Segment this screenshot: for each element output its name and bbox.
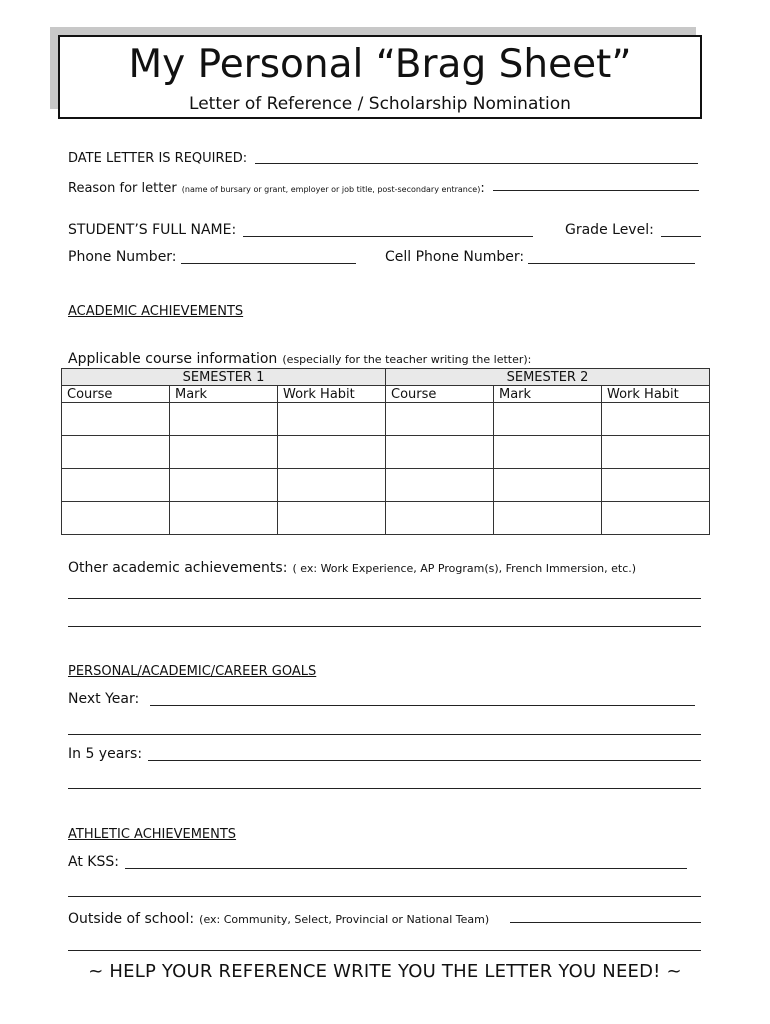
table-cell[interactable] [278,403,386,436]
col-course-1: Course [62,386,170,403]
table-cell[interactable] [494,502,602,535]
col-mark-2: Mark [494,386,602,403]
course-info-row [68,348,531,367]
academic-heading: ACADEMIC ACHIEVEMENTS [68,304,244,319]
page-title: My Personal “Brag Sheet” [128,42,632,87]
table-cell[interactable] [386,502,494,535]
other-achievements-label: Other academic achievements: [68,560,288,576]
grade-level-field[interactable] [661,236,701,237]
course-info-hint: (especially for the teacher writing the letter): [282,353,532,366]
outside-school-row [68,908,489,927]
student-name-field[interactable] [243,236,533,237]
phone-field[interactable] [181,263,356,264]
table-cell[interactable] [494,436,602,469]
other-achievements-line-2[interactable] [68,626,701,627]
table-cell[interactable] [602,403,710,436]
table-cell[interactable] [386,436,494,469]
footer-slogan: ~ HELP YOUR REFERENCE WRITE YOU THE LETTER YOU NEED! ~ [88,961,682,982]
table-row [62,436,710,469]
table-cell[interactable] [278,502,386,535]
table-cell[interactable] [494,403,602,436]
goals-heading: PERSONAL/ACADEMIC/CAREER GOALS [68,664,317,679]
table-cell[interactable] [170,502,278,535]
page-subtitle: Letter of Reference / Scholarship Nomination [189,94,571,114]
table-cell[interactable] [170,403,278,436]
date-required-label: DATE LETTER IS REQUIRED: [68,151,248,166]
outside-school-field[interactable] [510,922,701,923]
next-year-field[interactable] [150,705,695,706]
table-cell[interactable] [602,502,710,535]
table-row [62,502,710,535]
table-row [62,403,710,436]
at-kss-line-2[interactable] [68,896,701,897]
table-cell[interactable] [386,403,494,436]
next-year-label: Next Year: [68,691,140,707]
at-kss-field[interactable] [125,868,687,869]
table-cell[interactable] [602,436,710,469]
col-work-habit-1: Work Habit [278,386,386,403]
col-mark-1: Mark [170,386,278,403]
reason-colon: : [480,181,485,196]
date-required-field[interactable] [255,163,698,164]
athletic-heading: ATHLETIC ACHIEVEMENTS [68,827,237,842]
other-achievements-hint: ( ex: Work Experience, AP Program(s), French Immersion, etc.) [292,562,637,575]
table-cell[interactable] [278,469,386,502]
grade-level-label: Grade Level: [565,222,654,238]
student-name-label: STUDENT’S FULL NAME: [68,222,237,238]
other-achievements-line-1[interactable] [68,598,701,599]
outside-school-hint: (ex: Community, Select, Provincial or National Team) [199,913,490,926]
course-table [61,368,710,535]
five-years-label: In 5 years: [68,746,143,762]
course-info-label: Applicable course information [68,351,278,367]
table-cell[interactable] [62,469,170,502]
next-year-line-2[interactable] [68,734,701,735]
table-cell[interactable] [62,403,170,436]
reason-row [68,177,485,196]
outside-school-label: Outside of school: [68,911,195,927]
semester-2-header: SEMESTER 2 [386,369,710,386]
other-achievements-row [68,557,636,576]
table-cell[interactable] [602,469,710,502]
col-work-habit-2: Work Habit [602,386,710,403]
five-years-line-2[interactable] [68,788,701,789]
table-cell[interactable] [170,436,278,469]
outside-school-line-2[interactable] [68,950,701,951]
cell-label: Cell Phone Number: [385,249,525,265]
table-cell[interactable] [170,469,278,502]
title-box [58,35,702,119]
table-cell[interactable] [62,502,170,535]
cell-field[interactable] [528,263,695,264]
reason-hint: (name of bursary or grant, employer or job title, post-secondary entrance) [181,185,481,194]
five-years-field[interactable] [148,760,701,761]
table-cell[interactable] [494,469,602,502]
reason-label: Reason for letter [68,181,177,196]
table-cell[interactable] [278,436,386,469]
table-row [62,469,710,502]
reason-field[interactable] [493,190,699,191]
semester-1-header: SEMESTER 1 [62,369,386,386]
table-cell[interactable] [62,436,170,469]
phone-label: Phone Number: [68,249,177,265]
table-cell[interactable] [386,469,494,502]
at-kss-label: At KSS: [68,854,119,870]
col-course-2: Course [386,386,494,403]
